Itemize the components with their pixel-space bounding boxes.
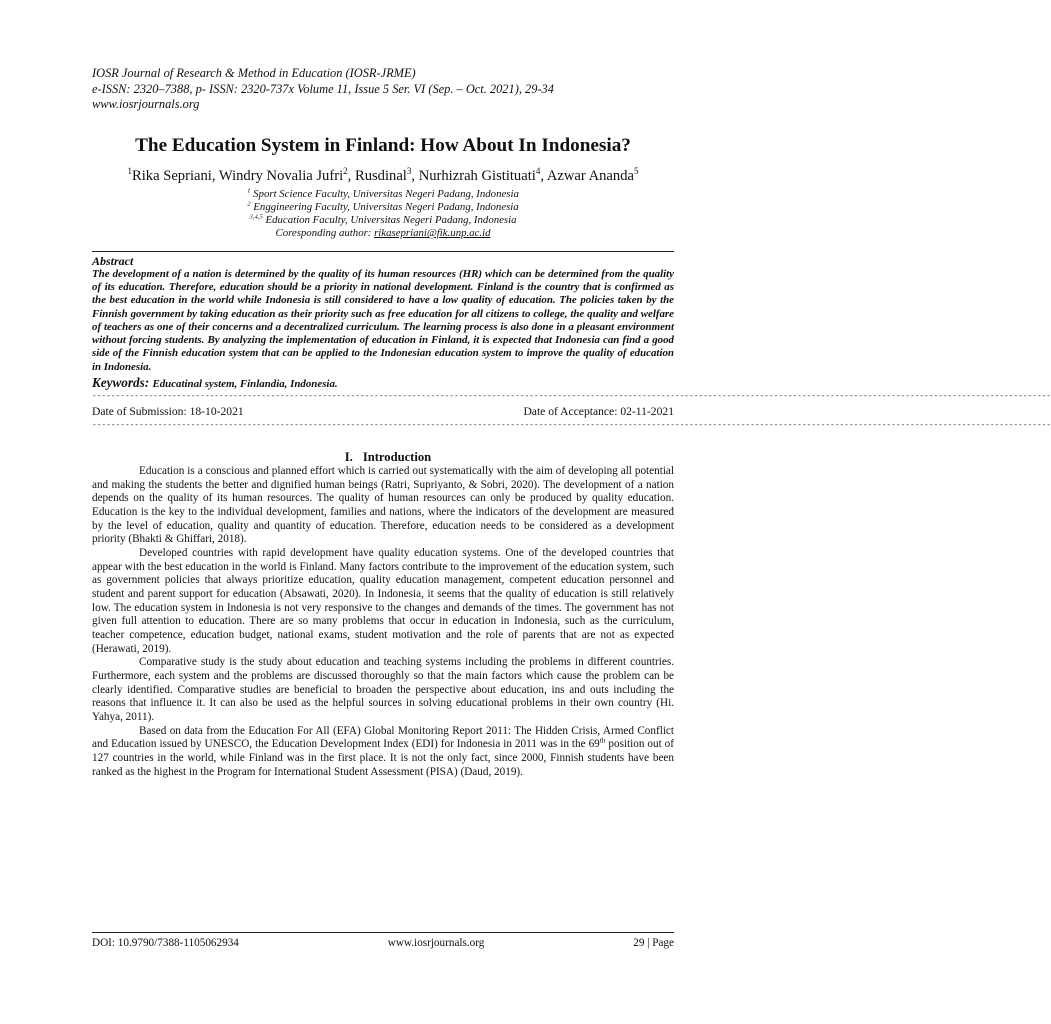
paragraph-text: Developed countries with rapid development have quality education systems. One of the developed countries that appear with the best education in the world is Finland. Many factors contribute to the improvement of the education system, such as government policies that always prioritize education, quality education management, competent education personnel and student and parent support for education (Absawati, 2020). In Indonesia, it seems that the quality of education is still relatively low. The education system in Indonesia is not very responsive to the changes and demands of the times. The government has not given full attention to education. There are so many problems that occur in education in Indonesia, such as the curriculum, teacher competence, education budget, national exams, student motivation and the role of parents that are not as expected (Herawati, 2019). [92, 547, 674, 655]
abstract-text: The development of a nation is determined by the quality of its human resources (HR) which can be determined from the quality of its education. Therefore, education should be a priority in national development. Finland is the country that is confirmed as the best education in the world while Indonesia is still considered to have a low quality of education. The policies taken by the Finnish government by taking education as their priority such as free education for all citizens to college, the quality and welfare of teachers as one of their concerns and a decentralized curriculum. The learning process is also done in a pleasant environment without forcing students. By analyzing the implementation of education in Finland, it is expected that Indonesia can find a good side of the Finnish education system that can be applied to the Indonesian education system to improve the quality of education in Indonesia. [92, 267, 674, 373]
author-name: Windry Novalia Jufri [218, 168, 344, 184]
author-name: , Nurhizrah Gistituati [411, 168, 536, 184]
paragraph [92, 656, 674, 724]
paper-title: The Education System in Finland: How About In Indonesia? [135, 134, 631, 156]
footer-page-number: 29 | Page [633, 937, 674, 949]
separator-line: ------------------------------------------------------------------------------------------------------------------------------------------------------------------------------------------------------------ [92, 392, 1051, 402]
author-name: Rika Sepriani, [132, 168, 219, 184]
paper-page [92, 66, 1051, 779]
affiliation [92, 188, 674, 201]
affiliation-text: Education Faculty, Universitas Negeri Padang, Indonesia [262, 214, 517, 227]
separator-line: ------------------------------------------------------------------------------------------------------------------------------------------------------------------------------------------------------------ [92, 421, 1051, 431]
journal-header [92, 66, 674, 113]
author-name: , Rusdinal [347, 168, 407, 184]
author-sup: 4 [535, 166, 541, 177]
paragraph-text: Based on data from the Education For All (EFA) Global Monitoring Report 2011: The Hidden Crisis, Armed Conflict and Education issued by UNESCO, the Education Development Index (EDI) for Indonesia in 2011 was in the 69 [92, 724, 674, 751]
footer-doi: DOI: 10.9790/7388-1105062934 [92, 937, 239, 949]
affiliations [92, 188, 674, 241]
journal-issn: e-ISSN: 2320–7388, p- ISSN: 2320-737x Volume 11, Issue 5 Ser. VI (Sep. – Oct. 2021), 29-34 [92, 81, 554, 96]
section-body [92, 465, 674, 779]
affiliation-sup: 2 [247, 200, 251, 208]
author-name: , Azwar Ananda [540, 168, 634, 184]
affiliation [92, 201, 674, 214]
paragraph [92, 465, 674, 547]
paragraph-text: Comparative study is the study about education and teaching systems including the problems in different countries. Furthermore, each system and the problems are discussed thoroughly so that the main factors which cause the problem can be clearly identified. Comparative studies are beneficial to broaden the perspective about education, ins and outs including the reasons that influence it. It can also be used as the helpful sources in solving educational problems in their own country (Hi. Yahya, 2011). [92, 656, 674, 723]
section-number: I. [344, 450, 353, 465]
page-footer [92, 932, 674, 950]
paragraph [92, 547, 674, 656]
keywords-label: Keywords: [92, 375, 153, 391]
corresponding-author [92, 227, 674, 240]
affiliation-sup: 1 [247, 186, 251, 194]
paragraph-text: Education is a conscious and planned effort which is carried out systematically with the aim of developing all potential and making the students the better and dignified human beings (Ratri, Supriyanto, & Sobri, 2020). The development of a nation depends on the quality of its human resources. The quality of human resources can only be produced by quality education. Education is the key to the individual development, families and nations, where the indicators of the development are measured by the level of education, quality and quantity of education. Therefore, education needs to be considered as a development priority (Bhakti & Ghiffari, 2018). [92, 465, 674, 546]
submission-date: Date of Submission: 18-10-2021 [92, 405, 244, 419]
paragraph-text: position out of 127 countries in the world, while Finland was in the first place. It is not the only fact, since 2000, Finnish students have been ranked as the highest in the Program for International Student Assessment (PISA) (Daud, 2019). [92, 738, 675, 778]
keywords [92, 375, 674, 392]
journal-url: www.iosrjournals.org [92, 97, 200, 111]
author-sup: 1 [127, 166, 132, 177]
corresponding-email[interactable]: rikasepriani@fik.unp.ac.id [374, 227, 491, 240]
affiliation-sup: 3,4,5 [249, 213, 263, 221]
footer-site[interactable]: www.iosrjournals.org [387, 937, 485, 949]
author-list [92, 167, 674, 186]
affiliation-text: Sport Science Faculty, Universitas Negeri Padang, Indonesia [250, 187, 519, 200]
abstract-heading: Abstract [92, 251, 674, 268]
affiliation-text: Enggineering Faculty, Universitas Negeri Padang, Indonesia [250, 200, 519, 213]
affiliation [92, 214, 674, 227]
author-sup: 5 [633, 166, 639, 177]
ordinal-sup: th [599, 736, 606, 745]
keywords-text: Educatinal system, Finlandia, Indonesia. [152, 378, 338, 391]
author-sup: 3 [406, 166, 412, 177]
section-heading [92, 449, 674, 465]
author-sup: 2 [343, 166, 348, 177]
paragraph [92, 725, 674, 780]
journal-name: IOSR Journal of Research & Method in Education (IOSR-JRME) [92, 66, 416, 80]
corresponding-label: Coresponding author: [275, 227, 375, 240]
dates-row [92, 403, 674, 420]
section-title: Introduction [362, 450, 432, 465]
acceptance-date: Date of Acceptance: 02-11-2021 [523, 405, 674, 419]
